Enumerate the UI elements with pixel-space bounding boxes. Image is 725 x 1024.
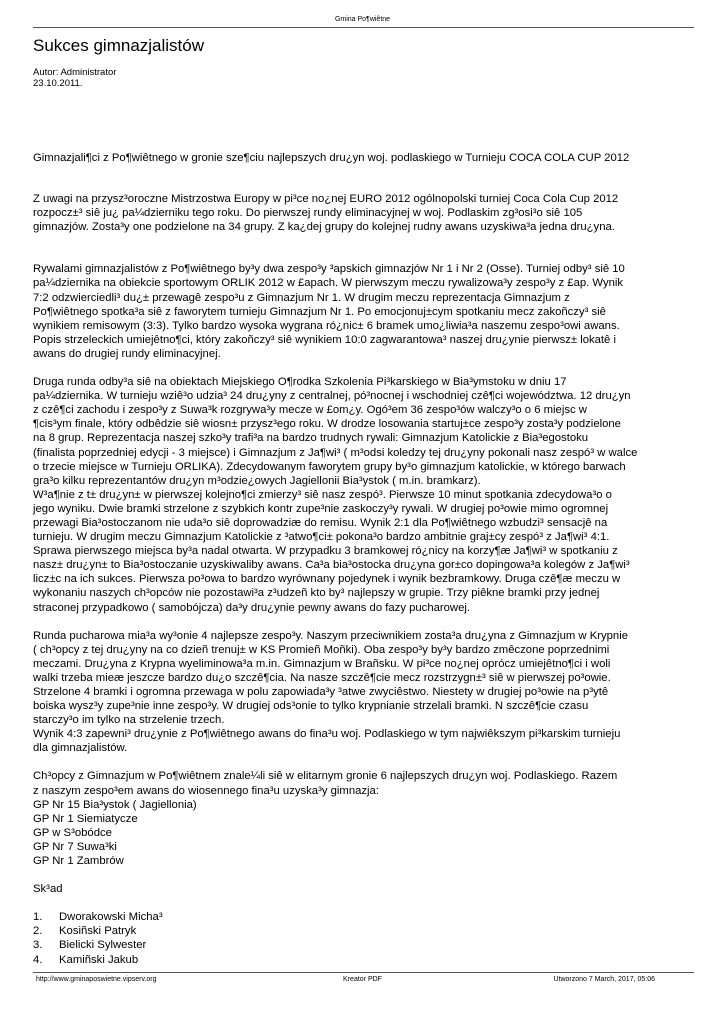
roster-list: [33, 910, 696, 966]
list-item-number: 2.: [33, 925, 43, 938]
list-item-number: 4.: [33, 953, 43, 966]
article-body: [33, 151, 696, 967]
roster-heading: Sk³ad: [33, 883, 63, 896]
list-item: [33, 910, 696, 924]
article-paragraph: Runda pucharowa mia³a wy³onie 4 najlepsze zespo³y. Naszym przeciwnikiem zosta³a dru¿yna z Gimnazjum w Krypnie ( ch³opcy z tej dru¿yny na co dzieñ trenuj± w KS Promieñ Moñki). Oba zespo³y by³y bardzo zmêczone poprzednimi meczami. Dru¿yna z Krypna wyeliminowa³a m.in. Gimnazjum w Brañsku. W pi³ce no¿nej oprócz umiejêtno¶ci i woli walki trzeba mieæ jeszcze bardzo du¿o szczê¶cia. Na nasze szczê¶cie mecz rozstrzygn±³ siê w pierwszej po³owie. Strzelone 4 bramki i ogromna przewaga w polu zapowiada³y ³atwe zwyciêstwo. Niestety w drugiej po³owie na p³ytê boiska wysz³y zupe³nie inne zespo³y. W drugiej ods³onie to tylko krypnianie strzelali bramki. N szczê¶cie czasu starczy³o im tylko na strzelenie trzech. Wynik 4:3 zapewni³ dru¿ynie z Po¶wiêtnego awans do fina³u woj. Podlaskiego w tym najwiêkszym pi³karskim turnieju dla gimnazjalistów.: [33, 629, 628, 755]
page-header-site-name: Gmina Po¶wiêtne: [334, 16, 391, 23]
article-paragraph: Ch³opcy z Gimnazjum w Po¶wiêtnem znale¼li siê w elitarnym gronie 6 najlepszych dru¿yn woj. Podlaskiego. Razem z naszym zespo³em awans do wiosennego fina³u uzyska³y gimnazja: GP Nr 15 Bia³ystok ( Jagiellonia) GP Nr 1 Siemiatycze GP w S³obódce GP Nr 7 Suwa³ki GP Nr 1 Zambrów: [33, 770, 618, 868]
footer-url: http://www.gminaposwietne.vipserv.org: [36, 976, 157, 983]
list-item-name: Kamiñski Jakub: [59, 953, 139, 966]
list-item-name: Dworakowski Micha³: [59, 911, 163, 924]
article-paragraph: Rywalami gimnazjalistów z Po¶wiêtnego by³y dwa zespo³y ³apskich gimnazjów Nr 1 i Nr 2 (Osse). Turniej odby³ siê 10 pa¼dziernika na obiekcie sportowym ORLIK 2012 w £apach. W pierwszym meczu rywalizowa³y zespo³y z £ap. Wynik 7:2 odzwierciedli³ du¿± przewagê zespo³u z Gimnazjum Nr 1. W drugim meczu reprezentacja Gimnazjum z Po¶wiêtnego spotka³a siê z faworytem turnieju Gimnazjum Nr 1. Po emocjonuj±cym spotkaniu mecz zakoñczy³ siê wynikiem remisowym (3:3). Tylko bardzo wysoka wygrana ró¿nic± 6 bramek umo¿liwia³a naszemu zespo³owi awans. Popis strzeleckich umiejêtno¶ci, który zakoñczy³ siê wynikiem 10:0 zagwarantowa³ naszej dru¿ynie pierwsz± lokatê i awans do drugiej rundy eliminacyjnej.: [33, 263, 625, 360]
article-lead: Gimnazjali¶ci z Po¶wiêtnego w gronie sze¶ciu najlepszych dru¿yn woj. podlaskiego w Turnieju COCA COLA CUP 2012: [33, 152, 630, 164]
list-item: [33, 953, 696, 967]
article-date: 23.10.2011.: [33, 78, 83, 89]
list-item-name: Kosiñski Patryk: [59, 925, 137, 938]
list-item: [33, 938, 696, 952]
footer-created-date: Utworzono 7 March, 2017, 05:06: [553, 976, 655, 983]
header-divider: [33, 27, 694, 28]
article-title: Sukces gimnazjalistów: [33, 36, 205, 55]
list-item-number: 3.: [33, 939, 43, 952]
article-author: Autor: Administrator: [33, 67, 117, 78]
list-item-number: 1.: [33, 911, 43, 924]
article-paragraph: Druga runda odby³a siê na obiektach Miejskiego O¶rodka Szkolenia Pi³karskiego w Bia³ymstoku w dniu 17 pa¼dziernika. W turnieju wziê³o udzia³ 24 dru¿yny z centralnej, pó³nocnej i wschodniej czê¶ci województwa. 12 dru¿yn z czê¶ci zachodu i zespo³y z Suwa³k rozgrywa³y mecze w £om¿y. Ogó³em 36 zespo³ów walczy³o o 6 miejsc w ¶cis³ym finale, który odbêdzie siê wiosn± przysz³ego roku. W drodze losowania startuj±ce zespo³y zosta³y podzielone na 8 grup. Reprezentacja naszej szko³y trafi³a na bardzo trudnych rywali: Gimnazjum Katolickie z Bia³egostoku (finalista poprzedniej edycji - 3 miejsce) i Gimnazjum z Ja¶wi³ ( m³odsi koledzy tej dru¿yny pokonali nasz zespó³ w walce o trzecie miejsce w Turnieju ORLIKA). Zdecydowanym faworytem grupy by³o gimnazjum katolickie, w którego barwach gra³o kilku reprezentantów dru¿yn m³odzie¿owych Jagiellonii Bia³ystok ( m.in. bramkarz). W³a¶nie z t± dru¿yn± w pierwszej kolejno¶ci zmierzy³ siê nasz zespó³. Pierwsze 10 minut spotkania zdecydowa³o o jego wyniku. Dwie bramki strzelone z szybkich kontr zupe³nie zaskoczy³y rywali. W drugiej po³owie mimo ogromnej przewagi Bia³ostoczanom nie uda³o siê doprowadziæ do remisu. Wynik 2:1 dla Po¶wiêtnego wzbudzi³ sensacjê na turnieju. W drugim meczu Gimnazjum Katolickie z ³atwo¶ci± pokona³o bardzo ambitnie graj±cy zespó³ z Ja¶wi³ 4:1. Sprawa pierwszego miejsca by³a nadal otwarta. W przypadku 3 bramkowej ró¿nicy na korzy¶æ Ja¶wi³ w spotkaniu z nasz± dru¿yn± to Bia³ostoczanie uzyskiwaliby awans. Ca³a bia³ostocka dru¿yna gor±co dopingowa³a kolegów z Ja¶wi³ licz±c na ich sukces. Pierwsza po³owa to bardzo wyrównany pojedynek i wynik bezbramkowy. Druga czê¶æ meczu w wykonaniu naszych ch³opców nie pozostawi³a z³udzeñ kto by³ najlepszy w grupie. Trzy piêkne bramki przy jednej straconej przypadkowo ( samobójcza) da³y dru¿ynie pewny awans do fazy pucharowej.: [33, 376, 638, 614]
list-item-name: Bielicki Sylwester: [59, 939, 147, 952]
footer-generator: Kreator PDF: [343, 976, 382, 983]
footer-divider: [33, 972, 694, 973]
article-paragraph: Z uwagi na przysz³oroczne Mistrzostwa Europy w pi³ce no¿nej EURO 2012 ogólnopolski turniej Coca Cola Cup 2012 rozpocz±³ siê ju¿ pa¼dzierniku tego roku. Do pierwszej rundy eliminacyjnej w woj. Podlaskim zg³osi³o siê 105 gimnazjów. Zosta³y one podzielone na 34 grupy. Z ka¿dej grupy do kolejnej rudny awans uzyskiwa³a jedna dru¿yna.: [33, 193, 619, 234]
list-item: [33, 924, 696, 938]
